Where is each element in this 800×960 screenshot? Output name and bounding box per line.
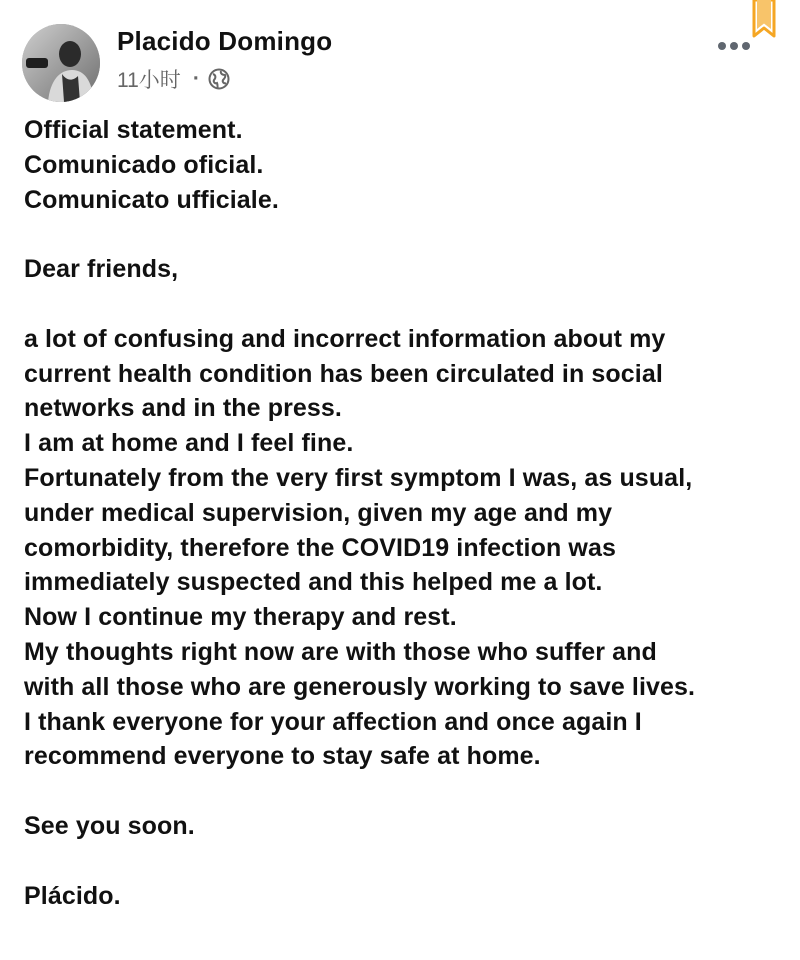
post-text-line: See you soon. xyxy=(24,811,195,840)
post-meta xyxy=(117,66,230,92)
post-text-line: Comunicado oficial. xyxy=(24,150,264,179)
more-options-icon[interactable] xyxy=(714,38,754,54)
post-text-line: Dear friends, xyxy=(24,255,179,284)
post-timestamp[interactable]: 11小时 xyxy=(117,69,181,92)
post-text-line: networks and in the press. xyxy=(24,394,342,423)
author-name[interactable]: Placido Domingo xyxy=(117,26,333,56)
post-text-line: Official statement. xyxy=(24,116,243,144)
post-text-line: I am at home and I feel fine. xyxy=(24,429,354,458)
post-text-line: My thoughts right now are with those who suffer and xyxy=(24,637,657,666)
meta-separator: · xyxy=(192,67,200,90)
post-header xyxy=(0,0,800,110)
post-text-line xyxy=(24,287,784,322)
post-text-line: Comunicato ufficiale. xyxy=(24,185,279,214)
post-text-line: Fortunately from the very first symptom I was, as usual, xyxy=(24,463,693,492)
globe-icon[interactable] xyxy=(208,68,230,90)
post-text-line xyxy=(24,774,784,809)
post-text-line: under medical supervision, given my age and my xyxy=(24,498,613,527)
post-text-line: current health condition has been circulated in social xyxy=(24,359,663,388)
post-text-line: Now I continue my therapy and rest. xyxy=(24,603,457,632)
post-text-line: with all those who are generously working to save lives. xyxy=(24,672,696,701)
bookmark-icon[interactable] xyxy=(752,0,776,38)
post-text-line xyxy=(24,844,784,879)
post-text-line: I thank everyone for your affection and once again I xyxy=(24,707,642,736)
post-text-line: immediately suspected and this helped me a lot. xyxy=(24,568,603,597)
post-text-line: recommend everyone to stay safe at home. xyxy=(24,742,541,771)
avatar[interactable] xyxy=(22,24,100,102)
post-text-line: comorbidity, therefore the COVID19 infection was xyxy=(24,533,616,562)
post-text-line xyxy=(24,217,784,252)
post-text-line: Plácido. xyxy=(24,881,121,910)
post-text-line: a lot of confusing and incorrect information about my xyxy=(24,324,666,353)
post-body xyxy=(24,113,784,913)
